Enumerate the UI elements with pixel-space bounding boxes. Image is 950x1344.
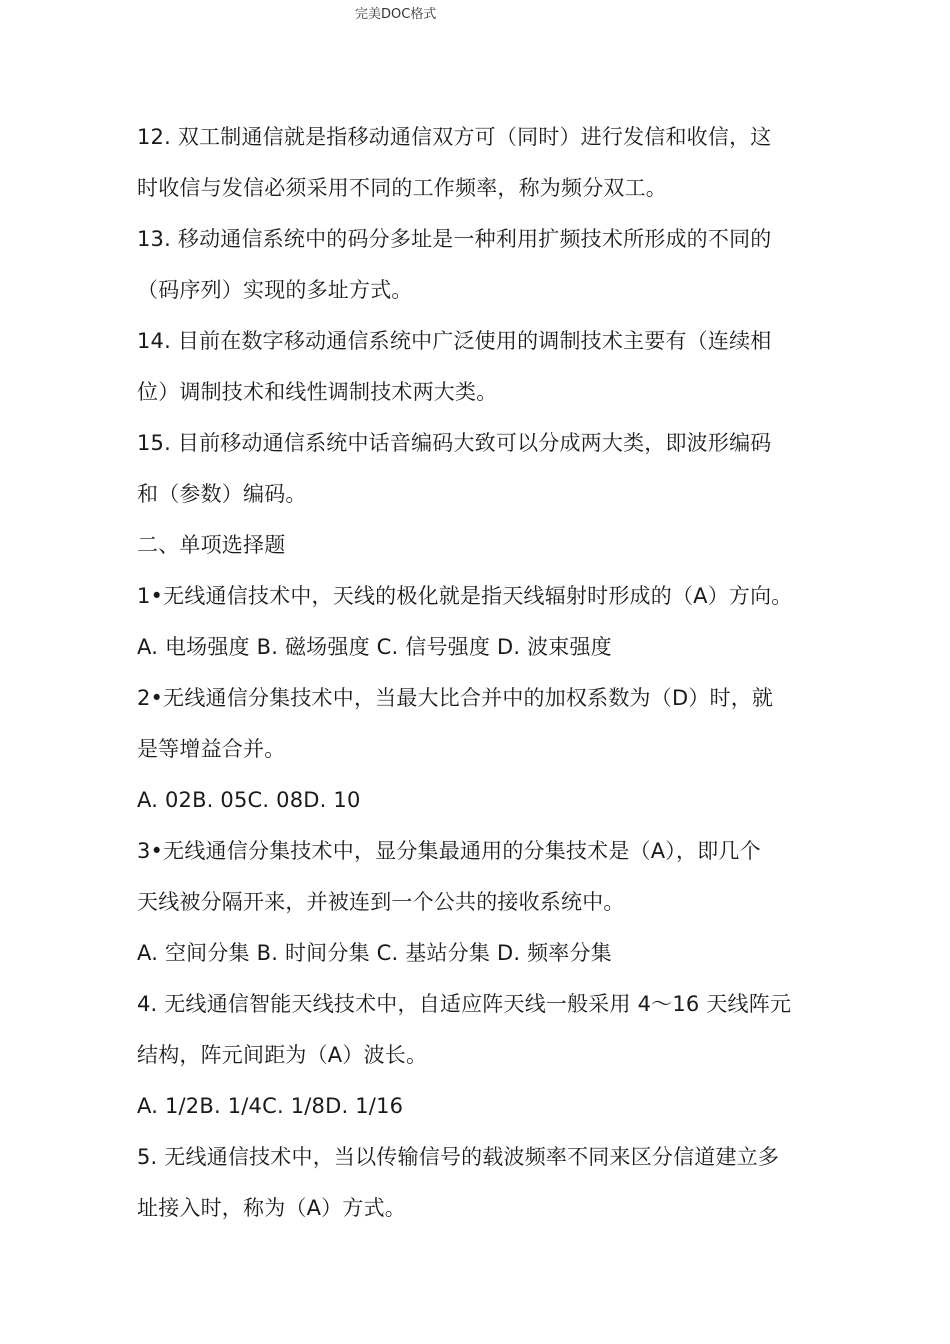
question-text: 结构，阵元间距为（A）波长。 — [137, 1043, 428, 1067]
section-heading: 二、单项选择题 — [137, 533, 286, 557]
text-line: 时收信与发信必须采用不同的工作频率，称为频分双工。 — [137, 176, 667, 200]
question-text: 天线被分隔开来，并被连到一个公共的接收系统中。 — [137, 890, 625, 914]
text-line: 12. 双工制通信就是指移动通信双方可（同时）进行发信和收信，这 — [137, 125, 772, 149]
question-text: 5. 无线通信技术中，当以传输信号的载波频率不同来区分信道建立多 — [137, 1145, 780, 1169]
question-text: 是等增益合并。 — [137, 737, 286, 761]
text-line: 位）调制技术和线性调制技术两大类。 — [137, 380, 498, 404]
question-text: 3•无线通信分集技术中，显分集最通用的分集技术是（A），即几个 — [137, 839, 761, 863]
text-line: 和（参数）编码。 — [137, 482, 307, 506]
answer-options: A. 02B. 05C. 08D. 10 — [137, 788, 361, 812]
page-header: 完美DOC格式 — [355, 7, 437, 22]
question-text: 2•无线通信分集技术中，当最大比合并中的加权系数为（D）时，就 — [137, 686, 774, 710]
answer-options: A. 空间分集 B. 时间分集 C. 基站分集 D. 频率分集 — [137, 941, 612, 965]
question-text: 址接入时，称为（A）方式。 — [137, 1196, 406, 1220]
text-line: （码序列）实现的多址方式。 — [137, 278, 413, 302]
text-line: 15. 目前移动通信系统中话音编码大致可以分成两大类，即波形编码 — [137, 431, 772, 455]
text-line: 14. 目前在数字移动通信系统中广泛使用的调制技术主要有（连续相 — [137, 329, 772, 353]
question-text: 1•无线通信技术中，天线的极化就是指天线辐射时形成的（A）方向。 — [137, 584, 793, 608]
document-body — [137, 112, 827, 1234]
text-line: 13. 移动通信系统中的码分多址是一种利用扩频技术所形成的不同的 — [137, 227, 772, 251]
answer-options: A. 电场强度 B. 磁场强度 C. 信号强度 D. 波束强度 — [137, 635, 612, 659]
answer-options: A. 1/2B. 1/4C. 1/8D. 1/16 — [137, 1094, 404, 1118]
question-text: 4. 无线通信智能天线技术中，自适应阵天线一般采用 4〜16 天线阵元 — [137, 992, 792, 1016]
